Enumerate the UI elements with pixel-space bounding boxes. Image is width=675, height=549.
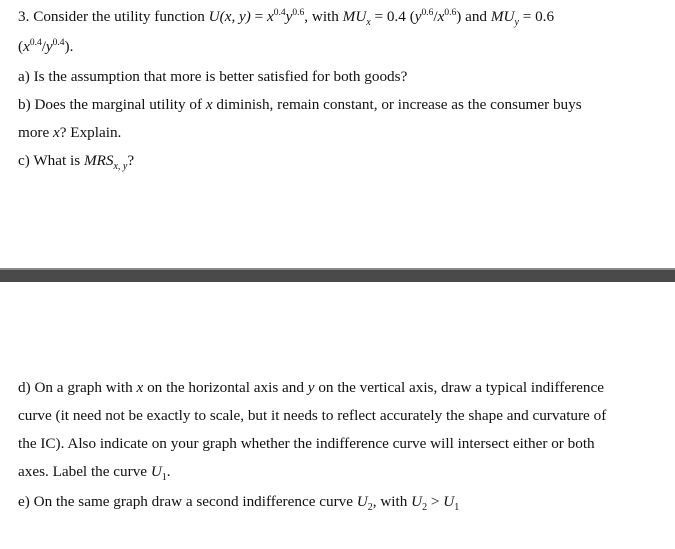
part-c-post: ? [127,152,135,169]
part-e-mid: , with [372,493,412,510]
part-b-line-2 [18,119,667,147]
mrs-label: MRS [83,152,114,169]
part-e-u2-sub: 2 [367,502,373,513]
part-e-pre: e) On the same graph draw a second indifference curve [18,493,357,510]
mux-eq: = 0.4 ( [370,8,415,25]
with-text: , with [304,8,343,25]
part-d-l1-mid: on the horizontal axis and [143,379,308,396]
part-b-line-1 [18,91,667,119]
muy-num-exp: 0.4 [29,38,42,48]
muy-slash: / [41,38,46,55]
mux-slash: / [433,8,438,25]
part-b-l2-post: ? Explain. [59,124,122,141]
part-e-u2b-sub: 2 [422,502,428,513]
muy-eq: = 0.6 [518,8,555,25]
part-b-x: x [205,96,213,113]
part-e-u1-sub: 1 [454,502,460,513]
mux-num: y [414,8,422,25]
part-b-l2-x: x [53,124,60,141]
mux-num-exp: 0.6 [421,8,434,18]
part-e [18,488,667,518]
muy-den-exp: 0.4 [52,38,65,48]
part-b-pre: b) Does the marginal utility of [18,96,206,113]
part-d-u1: U [150,463,162,480]
question-3-line-2 [18,33,667,63]
part-a: a) Is the assumption that more is better satisfied for both goods? [18,68,408,85]
eq-sign: = [250,8,268,25]
part-d-l1-pre: d) On a graph with [18,379,137,396]
x-exponent: 0.4 [273,8,286,18]
part-e-u2b: U [411,493,423,510]
part-d-u1-sub: 1 [161,472,167,483]
mux-close: ) and [456,8,491,25]
part-c [18,147,667,177]
part-c-pre: c) What is [18,152,84,169]
mux-den: x [437,8,445,25]
part-d-l4-post: . [166,463,171,480]
q3-intro: 3. Consider the utility function [18,8,209,25]
question-bottom-section [18,374,667,518]
question-3-line [18,3,667,33]
part-d-line-4 [18,458,667,488]
part-d-line-3: the IC). Also indicate on your graph whether the indifference curve will intersect either or both [18,435,595,452]
mux-sub: x [366,17,371,28]
part-d-l4-pre: axes. Label the curve [18,463,151,480]
part-b-post: diminish, remain constant, or increase as the consumer buys [212,96,582,113]
muy-sub: y [514,17,519,28]
muy-label: MU [490,8,515,25]
part-d-x: x [136,379,144,396]
y-var: y [285,8,293,25]
part-d-y: y [307,379,315,396]
mux-label: MU [342,8,367,25]
muy-num: x [23,38,30,55]
utility-function-label: U(x, y) [208,8,251,25]
part-e-gt: > [427,493,444,510]
muy-open: ( [18,38,24,55]
mux-den-exp: 0.6 [444,8,457,18]
part-d-line-2: curve (it need not be exactly to scale, but it needs to reflect accurately the shape and curvature of [18,407,607,424]
x-var: x [267,8,274,25]
part-d-l1-post: on the vertical axis, draw a typical indifference [314,379,604,396]
part-e-u1: U [443,493,455,510]
part-e-u2: U [356,493,368,510]
section-divider [0,268,675,282]
mrs-sub: x, y [113,161,128,172]
muy-den: y [45,38,53,55]
muy-close: ). [64,38,74,55]
part-d-line-1 [18,374,667,402]
question-top-section [18,3,667,177]
y-exponent: 0.6 [292,8,305,18]
part-b-l2-pre: more [18,124,54,141]
